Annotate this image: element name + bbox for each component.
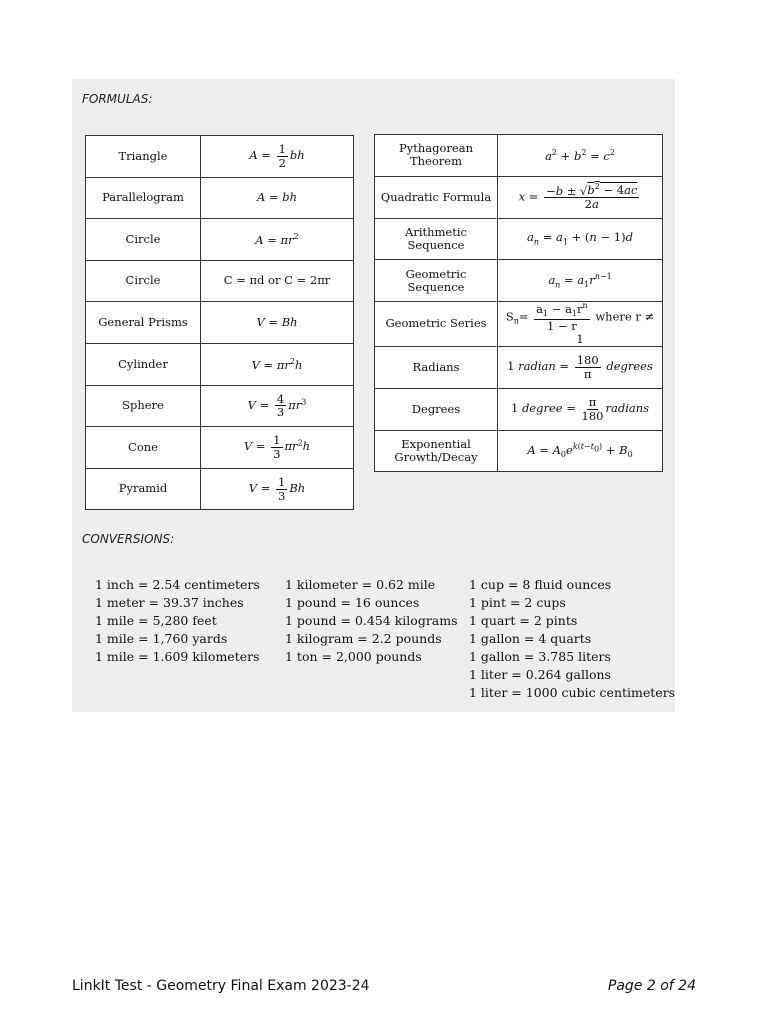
conversions-column-3 xyxy=(469,576,675,702)
table-row xyxy=(86,302,354,344)
formula-cell: 1 degree = $\frac{\pi}{180}$ radians xyxy=(498,388,663,430)
algebra-formula-table xyxy=(374,134,663,472)
formula-name: Parallelogram xyxy=(86,177,201,219)
formula-name: Geometric Series xyxy=(375,302,498,347)
formula-cell: $a_n = a_1 + (n - 1)d$ xyxy=(498,218,663,260)
conversion-item: 1 quart = 2 pints xyxy=(469,613,578,628)
table-row xyxy=(86,468,354,510)
table-row xyxy=(86,343,354,385)
formula-cell: $a^2 + b^2 = c^2$ xyxy=(498,135,663,177)
formula-name: Arithmetic Sequence xyxy=(375,218,498,260)
formula-name: Pyramid xyxy=(86,468,201,510)
formula-name: General Prisms xyxy=(86,302,201,344)
conversion-item: 1 meter = 39.37 inches xyxy=(95,595,244,610)
formula-name: Sphere xyxy=(86,385,201,427)
table-row xyxy=(86,177,354,219)
formula-name: Exponential Growth/Decay xyxy=(375,430,498,472)
table-row xyxy=(86,385,354,427)
footer-test-title: LinkIt Test - Geometry Final Exam 2023-24 xyxy=(72,978,370,994)
conversion-item: 1 liter = 1000 cubic centimeters xyxy=(469,685,676,700)
conversion-item: 1 gallon = 3.785 liters xyxy=(469,649,611,664)
table-row xyxy=(375,135,663,177)
table-row xyxy=(375,302,663,347)
formula-name: Radians xyxy=(375,346,498,388)
formula-cell: A = $\frac{1}{2}$ bh xyxy=(201,136,354,178)
table-row xyxy=(375,346,663,388)
formula-cell: C = πd or C = 2πr xyxy=(201,260,354,302)
table-row xyxy=(86,260,354,302)
table-row xyxy=(86,427,354,469)
table-row xyxy=(375,430,663,472)
formula-name: Cone xyxy=(86,427,201,469)
formula-cell: $A = \pi r^2$ xyxy=(201,219,354,261)
conversion-item: 1 ton = 2,000 pounds xyxy=(285,649,422,664)
formula-name: Quadratic Formula xyxy=(375,176,498,218)
formula-cell: $V = \pi r^2h$ xyxy=(201,343,354,385)
table-row xyxy=(375,388,663,430)
conversion-item: 1 gallon = 4 quarts xyxy=(469,631,592,646)
formula-name: Degrees xyxy=(375,388,498,430)
conversion-item: 1 kilogram = 2.2 pounds xyxy=(285,631,442,646)
conversion-item: 1 pint = 2 cups xyxy=(469,595,566,610)
formula-name: Geometric Sequence xyxy=(375,260,498,302)
formula-cell: $S_n=$ $\frac{a_1 - a_1r^n}{1 - r}$ where r ≠ 1 xyxy=(498,302,663,347)
conversion-item: 1 kilometer = 0.62 mile xyxy=(285,577,436,592)
conversions-column-1 xyxy=(95,576,260,666)
formula-cell: A = bh xyxy=(201,177,354,219)
formula-cell: V = $\frac{1}{3}$ $\pi r^2h$ xyxy=(201,427,354,469)
formula-cell: 1 radian = $\frac{180}{\pi}$ degrees xyxy=(498,346,663,388)
conversion-item: 1 mile = 1.609 kilometers xyxy=(95,649,260,664)
conversion-item: 1 inch = 2.54 centimeters xyxy=(95,577,260,592)
formula-cell: $A = A_0e^{k(t-t_0)} + B_0$ xyxy=(498,430,663,472)
formula-name: Cylinder xyxy=(86,343,201,385)
table-row xyxy=(375,218,663,260)
formula-name: Triangle xyxy=(86,136,201,178)
table-row xyxy=(86,136,354,178)
formula-cell: V = Bh xyxy=(201,302,354,344)
formula-name: Circle xyxy=(86,260,201,302)
conversion-item: 1 pound = 0.454 kilograms xyxy=(285,613,458,628)
footer-page-number: Page 2 of 24 xyxy=(607,978,696,994)
formula-cell: $a_n = a_1r^{n-1}$ xyxy=(498,260,663,302)
conversion-item: 1 cup = 8 fluid ounces xyxy=(469,577,612,592)
reference-sheet-panel xyxy=(72,79,675,712)
formula-cell: V = $\frac{4}{3}$ $\pi r^3$ xyxy=(201,385,354,427)
table-row xyxy=(375,176,663,218)
geometry-formula-table xyxy=(85,135,354,510)
formula-name: Circle xyxy=(86,219,201,261)
conversions-heading: CONVERSIONS: xyxy=(82,532,175,546)
conversion-item: 1 mile = 5,280 feet xyxy=(95,613,217,628)
table-row xyxy=(375,260,663,302)
conversion-item: 1 pound = 16 ounces xyxy=(285,595,420,610)
conversions-column-2 xyxy=(285,576,458,666)
table-row xyxy=(86,219,354,261)
formula-name: Pythagorean Theorem xyxy=(375,135,498,177)
conversion-item: 1 mile = 1,760 yards xyxy=(95,631,228,646)
formulas-heading: FORMULAS: xyxy=(82,92,153,106)
formula-cell: V = $\frac{1}{3}$ Bh xyxy=(201,468,354,510)
formula-cell: x = $\frac{-b \pm √b^2 - 4ac}{2a}$ xyxy=(498,176,663,218)
conversion-item: 1 liter = 0.264 gallons xyxy=(469,667,611,682)
